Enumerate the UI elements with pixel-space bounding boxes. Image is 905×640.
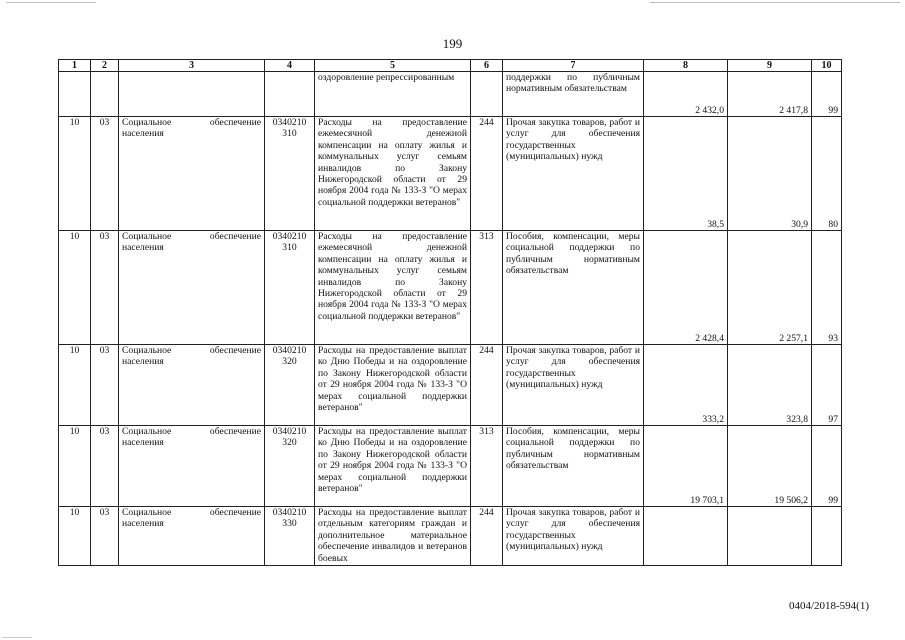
table-header-row bbox=[59, 60, 842, 72]
scan-edge-mark bbox=[2, 637, 32, 638]
cell-expense-type: 244 bbox=[471, 507, 503, 566]
cell-expense-type-name: Пособия, компенсации, меры социальной поддержки по публичным нормативным обязательствам bbox=[503, 231, 644, 345]
cell-section: 10 bbox=[59, 117, 91, 231]
cell-expense-type: 244 bbox=[471, 345, 503, 426]
cell-expense-description: Расходы на предоставление ежемесячной денежной компенсации на оплату жилья и коммунальных услуг семьям инвалидов по Закону Нижегородской области от 29 ноября 2004 года № 133-З "О мерах социальной поддержки ветеранов" bbox=[315, 231, 471, 345]
table-row bbox=[59, 507, 842, 566]
cell-subsection: 03 bbox=[91, 231, 119, 345]
cell-expense-type-name: поддержки по публичным нормативным обязательствам bbox=[503, 72, 644, 117]
cell-section: 10 bbox=[59, 507, 91, 566]
header-cell: 6 bbox=[471, 60, 503, 72]
cell-target-code bbox=[265, 231, 315, 345]
target-code-main: 0340210 bbox=[272, 231, 307, 242]
target-code-suffix: 310 bbox=[282, 128, 297, 140]
cell-target-code bbox=[265, 426, 315, 507]
header-cell: 10 bbox=[812, 60, 842, 72]
header-cell: 9 bbox=[728, 60, 812, 72]
cell-subsection: 03 bbox=[91, 426, 119, 507]
cell-actual-amount bbox=[728, 507, 812, 566]
cell-expense-type: 313 bbox=[471, 426, 503, 507]
cell-expense-description: Расходы на предоставление выплат ко Дню Победы и на оздоровление по Закону Нижегородской области от 29 ноября 2004 года № 133-З "О мерах социальной поддержки ветеранов" bbox=[315, 345, 471, 426]
table-row-continued bbox=[59, 72, 842, 117]
cell-target-code bbox=[265, 117, 315, 231]
cell-name: Социальное обеспечение населения bbox=[119, 345, 265, 426]
cell-actual-amount: 323,8 bbox=[728, 345, 812, 426]
cell-planned-amount: 38,5 bbox=[644, 117, 728, 231]
cell-name: Социальное обеспечение населения bbox=[119, 507, 265, 566]
header-cell: 4 bbox=[265, 60, 315, 72]
scan-edge-mark bbox=[6, 2, 96, 3]
cell-actual-amount: 2 417,8 bbox=[728, 72, 812, 117]
cell-actual-amount: 2 257,1 bbox=[728, 231, 812, 345]
cell-name: Социальное обеспечение населения bbox=[119, 426, 265, 507]
target-code-suffix: 330 bbox=[282, 518, 297, 530]
table-row bbox=[59, 345, 842, 426]
cell-percent: 99 bbox=[812, 72, 842, 117]
cell-section: 10 bbox=[59, 231, 91, 345]
cell-name: Социальное обеспечение населения bbox=[119, 117, 265, 231]
cell-section: 10 bbox=[59, 345, 91, 426]
cell-expense-type-name: Пособия, компенсации, меры социальной поддержки по публичным нормативным обязательствам bbox=[503, 426, 644, 507]
cell-expense-type-name: Прочая закупка товаров, работ и услуг для обеспечения государственных (муниципальных) нужд bbox=[503, 345, 644, 426]
header-cell: 3 bbox=[119, 60, 265, 72]
cell-expense-type-name: Прочая закупка товаров, работ и услуг для обеспечения государственных (муниципальных) нужд bbox=[503, 507, 644, 566]
target-code-suffix: 310 bbox=[282, 242, 297, 254]
target-code-main: 0340210 bbox=[272, 345, 307, 356]
cell-subsection bbox=[91, 72, 119, 117]
table-row bbox=[59, 426, 842, 507]
cell-expense-type-name: Прочая закупка товаров, работ и услуг для обеспечения государственных (муниципальных) нужд bbox=[503, 117, 644, 231]
cell-expense-type: 244 bbox=[471, 117, 503, 231]
cell-actual-amount: 30,9 bbox=[728, 117, 812, 231]
cell-subsection: 03 bbox=[91, 345, 119, 426]
header-cell: 1 bbox=[59, 60, 91, 72]
table-row bbox=[59, 231, 842, 345]
document-footer-code: 0404/2018-594(1) bbox=[788, 600, 869, 612]
cell-percent: 93 bbox=[812, 231, 842, 345]
cell-actual-amount: 19 506,2 bbox=[728, 426, 812, 507]
cell-section bbox=[59, 72, 91, 117]
cell-planned-amount: 19 703,1 bbox=[644, 426, 728, 507]
cell-section: 10 bbox=[59, 426, 91, 507]
target-code-suffix: 320 bbox=[282, 437, 297, 449]
header-cell: 8 bbox=[644, 60, 728, 72]
cell-planned-amount: 2 432,0 bbox=[644, 72, 728, 117]
target-code-main: 0340210 bbox=[272, 507, 307, 518]
cell-percent: 80 bbox=[812, 117, 842, 231]
cell-planned-amount: 2 428,4 bbox=[644, 231, 728, 345]
header-cell: 5 bbox=[315, 60, 471, 72]
target-code-main: 0340210 bbox=[272, 426, 307, 437]
cell-subsection: 03 bbox=[91, 507, 119, 566]
cell-target-code bbox=[265, 72, 315, 117]
cell-name: Социальное обеспечение населения bbox=[119, 231, 265, 345]
cell-planned-amount: 333,2 bbox=[644, 345, 728, 426]
cell-planned-amount bbox=[644, 507, 728, 566]
cell-expense-description: Расходы на предоставление ежемесячной денежной компенсации на оплату жилья и коммунальных услуг семьям инвалидов по Закону Нижегородской области от 29 ноября 2004 года № 133-З "О мерах социальной поддержки ветеранов" bbox=[315, 117, 471, 231]
target-code-main: 0340210 bbox=[272, 117, 307, 128]
header-cell: 7 bbox=[503, 60, 644, 72]
cell-expense-description: оздоровление репрессированным bbox=[315, 72, 471, 117]
cell-expense-description: Расходы на предоставление выплат ко Дню Победы и на оздоровление по Закону Нижегородской области от 29 ноября 2004 года № 133-З "О мерах социальной поддержки ветеранов" bbox=[315, 426, 471, 507]
cell-percent bbox=[812, 507, 842, 566]
cell-expense-type: 313 bbox=[471, 231, 503, 345]
scan-edge-mark bbox=[650, 2, 900, 3]
cell-percent: 99 bbox=[812, 426, 842, 507]
table-row bbox=[59, 117, 842, 231]
cell-target-code bbox=[265, 507, 315, 566]
target-code-suffix: 320 bbox=[282, 356, 297, 368]
cell-target-code bbox=[265, 345, 315, 426]
page-number: 199 bbox=[442, 36, 463, 51]
cell-expense-type bbox=[471, 72, 503, 117]
cell-subsection: 03 bbox=[91, 117, 119, 231]
cell-name bbox=[119, 72, 265, 117]
budget-table bbox=[58, 59, 842, 566]
cell-expense-description: Расходы на предоставление выплат отдельным категориям граждан и дополнительное материальное обеспечение инвалидов и ветеранов боевых bbox=[315, 507, 471, 566]
cell-percent: 97 bbox=[812, 345, 842, 426]
header-cell: 2 bbox=[91, 60, 119, 72]
